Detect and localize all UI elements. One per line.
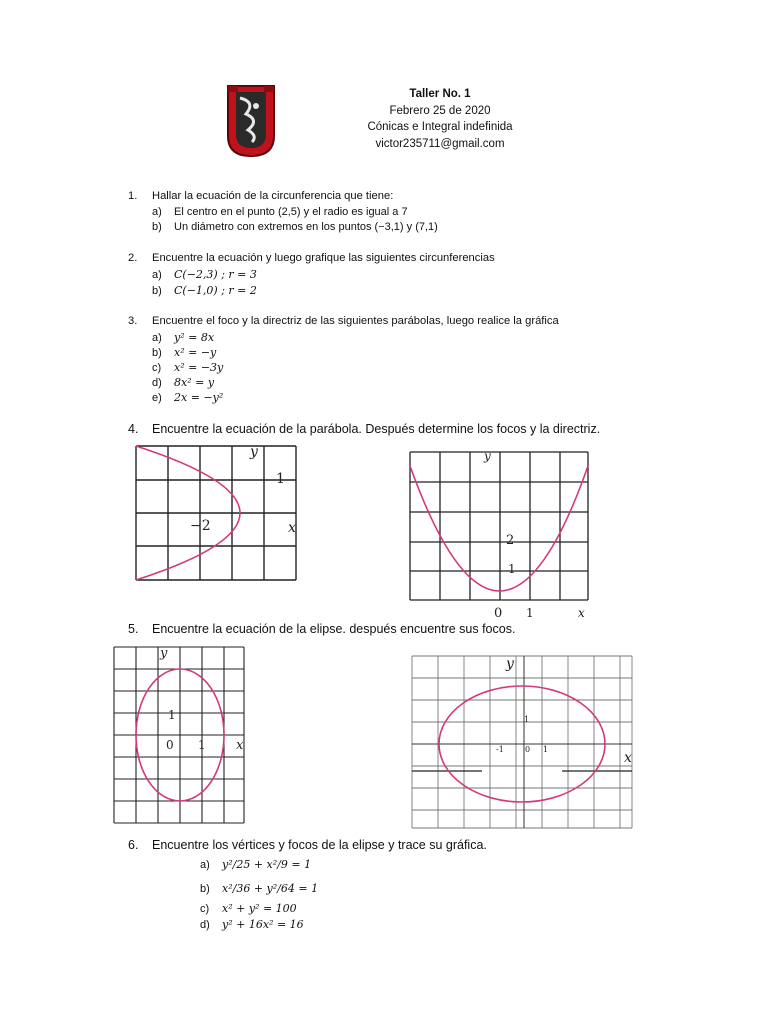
x-axis-label: x [236,738,244,753]
y-axis-label: y [160,646,168,661]
question-3-item-c [152,361,223,374]
question-text: Encuentre los vértices y focos de la elipse y trace su gráfica. [152,838,487,852]
item-letter: b) [152,221,162,233]
question-number: 3. [128,315,138,327]
question-6-item-c [200,902,297,915]
tick-label-x-neg: -1 [496,745,504,754]
item-text: 8x² = y [174,376,215,389]
question-3-item-b [152,346,216,359]
tick-label-y1: 1 [508,562,516,576]
item-text: x² = −y [174,346,217,359]
graph-4b-parabola [404,446,596,622]
tick-label-y: 1 [524,715,530,724]
university-logo [226,84,276,158]
tick-label-x: 1 [198,738,206,752]
y-axis-label: y [250,444,258,460]
item-letter: a) [152,332,162,344]
item-text: x²/36 + y²/64 = 1 [222,882,319,895]
graph-5a-ellipse [110,645,250,825]
logo-shield-icon [226,84,276,158]
tick-label-x: 1 [543,745,549,754]
question-1-item-a [152,206,408,218]
graph-5b-ellipse [406,652,638,832]
tick-label-y: 1 [168,708,176,722]
item-text: y²/25 + x²/9 = 1 [222,858,312,871]
document-title: Taller No. 1 [409,88,471,100]
question-6-item-b [200,882,318,895]
parabola-curve [410,466,588,591]
tick-label-y: 1 [276,471,285,487]
document-header [320,86,560,152]
item-text: C(−2,3) ; r = 3 [174,268,257,281]
question-number: 5. [128,622,139,636]
question-1-item-b [152,221,438,233]
x-axis-label: x [624,750,632,766]
grid [136,446,296,580]
item-text: x² + y² = 100 [222,902,297,915]
question-3-item-d [152,376,214,389]
item-letter: c) [200,903,210,915]
item-text: y² + 16x² = 16 [222,918,304,931]
question-2-item-a [152,268,257,281]
tick-label-x: −2 [190,518,211,534]
origin-label: 0 [166,738,174,752]
question-text: Encuentre la ecuación de la elipse. después encuentre sus focos. [152,622,516,636]
x-axis-label: x [578,606,585,620]
question-text: Encuentre el foco y la directriz de las siguientes parábolas, luego realice la gráfica [152,315,559,327]
question-number: 6. [128,838,139,852]
question-3-item-a [152,331,214,344]
item-letter: b) [152,285,162,297]
origin-label: 0 [525,745,531,754]
item-text: x² = −3y [174,361,224,374]
item-letter: a) [152,206,162,218]
question-text: Hallar la ecuación de la circunferencia que tiene: [152,190,394,202]
grid [410,452,588,600]
question-3-item-e [152,391,223,404]
question-text: Encuentre la ecuación de la parábola. Después determine los focos y la directriz. [152,422,601,436]
item-letter: a) [152,269,162,281]
question-number: 1. [128,190,138,202]
item-letter: d) [200,919,210,931]
item-letter: c) [152,362,162,374]
question-text: Encuentre la ecuación y luego grafique las siguientes circunferencias [152,252,495,264]
item-letter: e) [152,392,162,404]
item-letter: b) [200,883,210,895]
graph-4a-parabola [128,440,306,585]
tick-label-x: 1 [526,606,534,620]
question-number: 2. [128,252,138,264]
question-2-item-b [152,284,257,297]
question-number: 4. [128,422,139,436]
origin-label: 0 [494,606,503,621]
y-axis-label: y [484,449,491,463]
item-letter: a) [200,859,210,871]
item-text: El centro en el punto (2,5) y el radio es igual a 7 [174,206,408,218]
item-text: Un diámetro con extremos en los puntos (−3,1) y (7,1) [174,221,438,233]
item-text: C(−1,0) ; r = 2 [174,284,257,297]
x-axis-label: x [288,520,296,536]
y-axis-label: y [506,656,514,672]
tick-label-y2: 2 [506,533,515,548]
question-6-item-a [200,858,311,871]
author-email: victor235711@gmail.com [375,137,505,150]
item-letter: d) [152,377,162,389]
document-subject: Cónicas e Integral indefinida [367,121,513,133]
document-date: Febrero 25 de 2020 [389,104,491,117]
item-letter: b) [152,347,162,359]
item-text: y² = 8x [174,331,215,344]
item-text: 2x = −y² [174,391,224,404]
question-6-item-d [200,918,304,931]
